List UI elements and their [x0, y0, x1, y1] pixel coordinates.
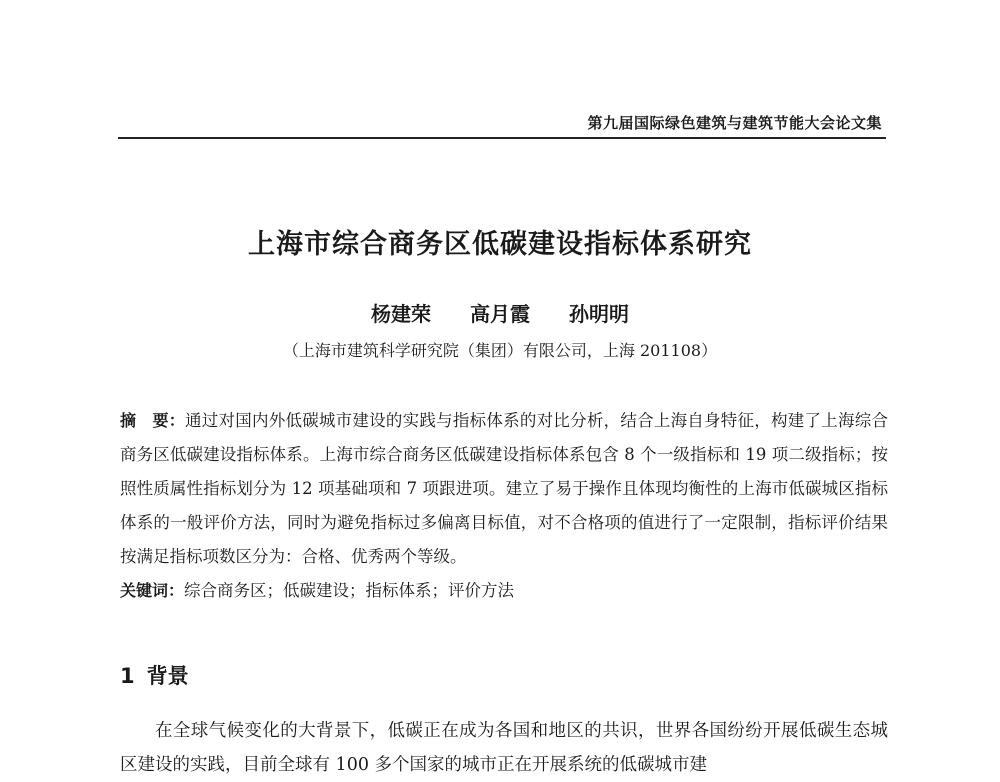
section-title: 背景 [146, 664, 189, 688]
abstract-text: 通过对国内外低碳城市建设的实践与指标体系的对比分析，结合上海自身特征，构建了上海综合商务区低碳建设指标体系。上海市综合商务区低碳建设指标体系包含 8 个一级指标和 19 项二级指标；按照性质属性指标划分为 12 项基础项和 7 项跟进项。建立了易于操作且体现均衡性的上海市低碳城区指标体系的一般评价方法，同时为避免指标过多偏离目标值，对不合格项的值进行了一定限制，指标评价结果按满足指标项数区分为：合格、优秀两个等级。 [120, 411, 888, 566]
abstract [120, 404, 888, 574]
section-heading [120, 660, 189, 690]
keywords-text: 综合商务区；低碳建设；指标体系；评价方法 [184, 581, 515, 600]
author-1: 杨建荣 [371, 302, 432, 326]
body-paragraph: 在全球气候变化的大背景下，低碳正在成为各国和地区的共识，世界各国纷纷开展低碳生态城区建设的实践，目前全球有 100 多个国家的城市正在开展系统的低碳城市建 [120, 721, 888, 775]
paper-title: 上海市综合商务区低碳建设指标体系研究 [248, 229, 752, 260]
author-affiliation: （上海市建筑科学研究院（集团）有限公司，上海 201108） [282, 341, 718, 360]
keywords-label: 关键词： [120, 581, 185, 600]
keywords [120, 577, 888, 605]
author-3: 孙明明 [568, 302, 629, 326]
author-list [0, 298, 1000, 327]
abstract-label: 摘 要： [120, 411, 185, 430]
header-divider [118, 137, 886, 139]
proceedings-header: 第九届国际绿色建筑与建筑节能大会论文集 [587, 114, 882, 132]
author-2: 高月霞 [470, 302, 530, 326]
section-number: 1 [120, 664, 135, 688]
